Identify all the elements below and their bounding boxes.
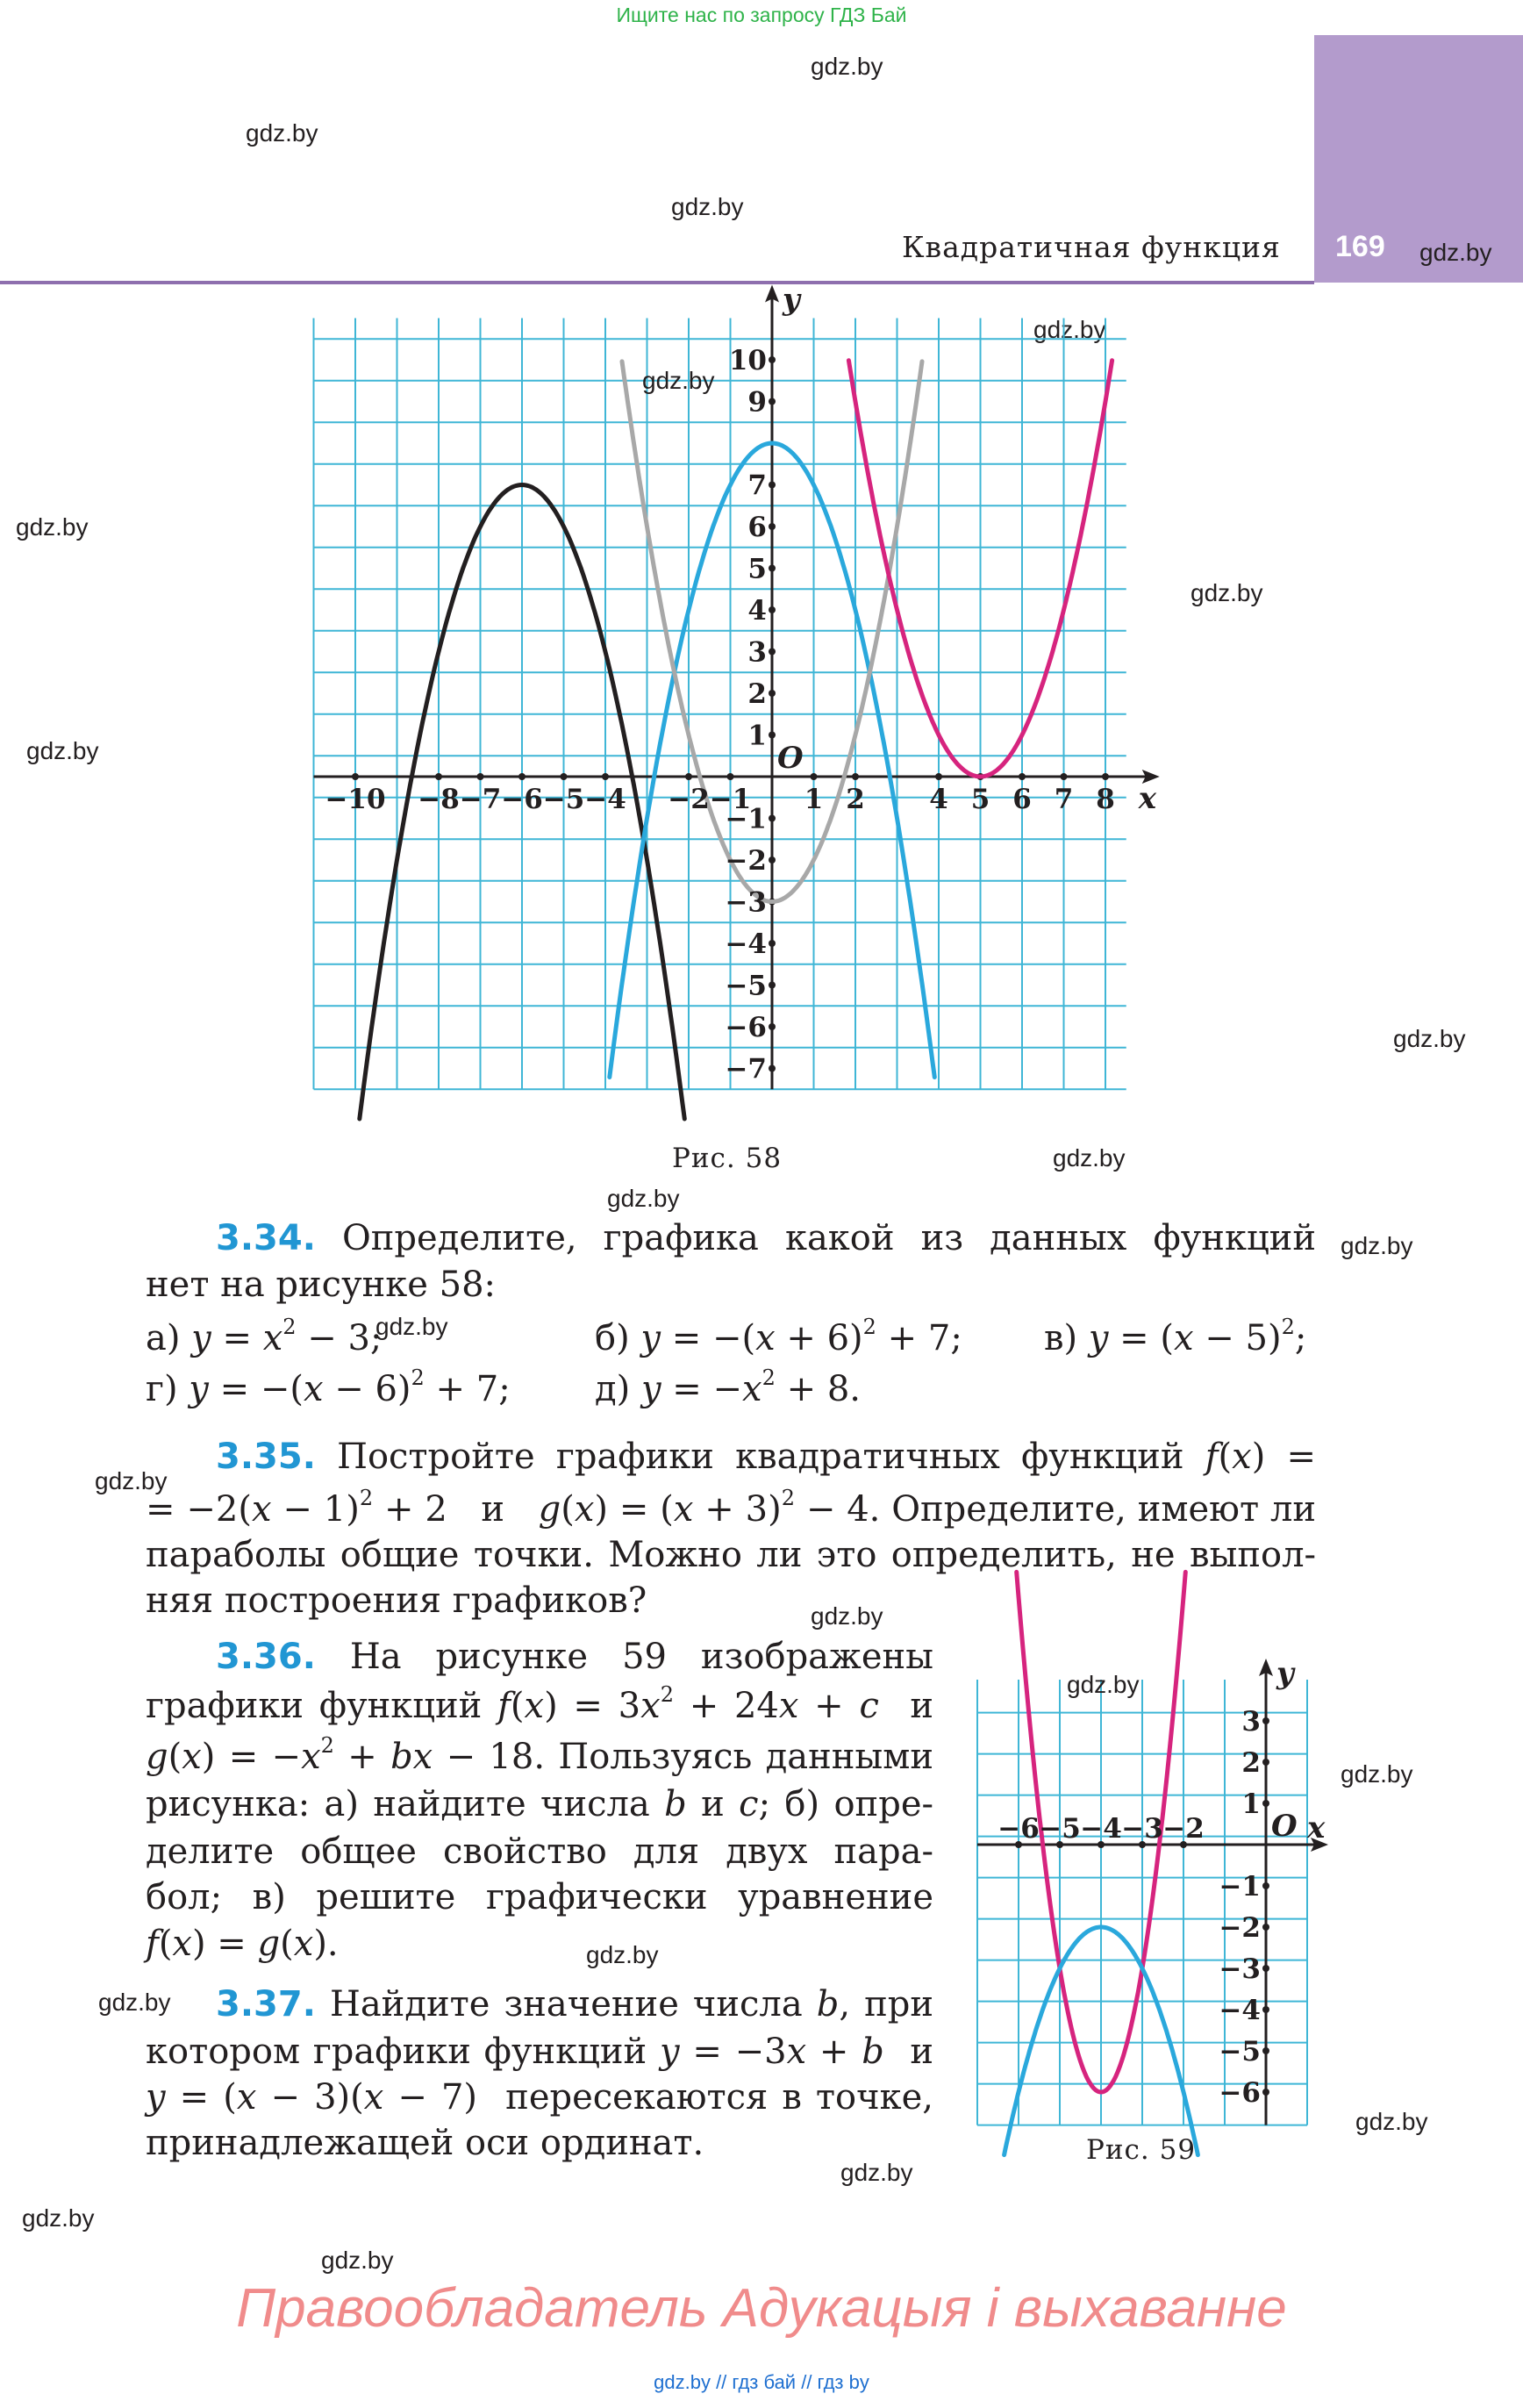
- watermark: gdz.by: [375, 1313, 448, 1340]
- y-tick-dot: [769, 606, 776, 613]
- watermark: gdz.by: [811, 53, 883, 80]
- watermark: gdz.by: [246, 119, 318, 147]
- y-tick-label: 2: [1241, 1747, 1261, 1779]
- y-tick-dot: [1262, 2047, 1269, 2054]
- x-axis-name: x: [1138, 781, 1157, 816]
- y-tick-label: 7: [747, 469, 767, 502]
- y-tick-label: 3: [747, 636, 767, 669]
- problem-3-34-line2: нет на рисунке 58:: [146, 1265, 497, 1305]
- y-tick-dot: [1262, 2006, 1269, 2013]
- watermark: gdz.by: [16, 513, 89, 541]
- y-tick-dot: [769, 690, 776, 697]
- copyright-notice: Правообладатель Адукацыя і выхаванне: [236, 2278, 1287, 2339]
- y-tick-dot: [769, 482, 776, 489]
- x-tick-label: −5: [542, 784, 585, 815]
- watermark: gdz.by: [1393, 1025, 1466, 1052]
- x-tick-dot: [811, 773, 818, 780]
- y-tick-label: −5: [1219, 2036, 1261, 2068]
- x-tick-label: −2: [668, 784, 710, 815]
- origin-label: O: [1271, 1809, 1298, 1844]
- option-a: а) $y = x^2 - 3$;: [146, 1315, 383, 1358]
- x-tick-label: 6: [1012, 784, 1032, 815]
- y-tick-label: −2: [725, 845, 767, 877]
- y-tick-dot: [1262, 1924, 1269, 1931]
- y-tick-label: 4: [747, 595, 767, 627]
- watermark: gdz.by: [98, 1989, 171, 2016]
- y-tick-label: 1: [747, 720, 767, 752]
- y-tick-dot: [769, 732, 776, 739]
- problem-3-37-line2: котором графики функций y = −3x + b и: [146, 2032, 934, 2072]
- option-v: в) $y = (x - 5)^2$;: [1044, 1315, 1307, 1358]
- page-number: 169: [1335, 230, 1385, 263]
- y-tick-dot: [769, 523, 776, 530]
- watermark: gdz.by: [671, 193, 744, 220]
- watermark: gdz.by: [1191, 579, 1263, 606]
- problem-3-36-line2: графики функций $f(x) = 3x^2 + 24x + c$ и: [146, 1682, 933, 1726]
- problem-3-36-line3: $g(x) = -x^2$ + bx − 18. Пользуясь данными: [146, 1733, 933, 1777]
- y-tick-label: −7: [725, 1053, 767, 1086]
- y-tick-label: −6: [1219, 2077, 1261, 2109]
- x-tick-label: −4: [584, 784, 626, 815]
- y-tick-label: −2: [1219, 1912, 1261, 1944]
- figure-58-caption: Рис. 58: [672, 1143, 783, 1174]
- watermark: gdz.by: [840, 2159, 913, 2186]
- y-tick-label: 5: [747, 553, 767, 585]
- x-tick-label: 8: [1096, 784, 1115, 815]
- watermark: gdz.by: [321, 2247, 394, 2274]
- y-tick-label: −5: [725, 970, 767, 1002]
- y-tick-dot: [1262, 1759, 1269, 1766]
- y-tick-dot: [769, 982, 776, 989]
- watermark: gdz.by: [1033, 316, 1106, 343]
- x-tick-label: 2: [846, 784, 865, 815]
- option-d: д) $y = -x^2 + 8$.: [595, 1365, 861, 1409]
- option-b: б) $y = -(x + 6)^2 + 7$;: [595, 1315, 962, 1358]
- problem-number: 3.34.: [216, 1218, 316, 1258]
- watermark: gdz.by: [1053, 1144, 1126, 1172]
- x-tick-dot: [852, 773, 859, 780]
- y-tick-label: −6: [725, 1012, 767, 1043]
- x-tick-dot: [727, 773, 734, 780]
- y-tick-label: 6: [747, 512, 767, 543]
- x-axis-name: x: [1307, 1810, 1326, 1845]
- watermark: gdz.by: [95, 1467, 168, 1494]
- y-tick-dot: [769, 356, 776, 363]
- x-tick-dot: [1019, 773, 1026, 780]
- watermark: gdz.by: [1419, 239, 1492, 266]
- x-tick-label: 5: [970, 784, 990, 815]
- x-tick-label: 1: [804, 784, 824, 815]
- x-tick-dot: [602, 773, 609, 780]
- problem-3-37-line3: y = (x − 3)(x − 7) пересекаются в точке,: [146, 2077, 933, 2118]
- problem-3-36-line6: бол; в) решите графически уравнение: [146, 1877, 933, 1917]
- x-tick-label: −3: [1121, 1813, 1163, 1845]
- x-tick-label: −1: [709, 784, 752, 815]
- watermark: gdz.by: [1341, 1760, 1413, 1788]
- problem-3-36-line7: f(x) = g(x).: [146, 1924, 339, 1964]
- y-tick-dot: [1262, 1800, 1269, 1807]
- y-tick-label: 1: [1241, 1788, 1261, 1820]
- y-axis-name: y: [783, 282, 800, 318]
- watermark: gdz.by: [1067, 1671, 1140, 1698]
- y-tick-dot: [769, 815, 776, 822]
- x-tick-label: −10: [325, 784, 386, 815]
- watermark: gdz.by: [1355, 2108, 1428, 2135]
- figure-59-caption: Рис. 59: [1086, 2134, 1197, 2166]
- y-tick-label: −1: [725, 803, 767, 835]
- x-tick-dot: [935, 773, 942, 780]
- y-tick-label: −4: [725, 928, 767, 960]
- y-tick-label: −1: [1219, 1871, 1261, 1903]
- problem-3-34-line1: [216, 1215, 1316, 1262]
- x-tick-label: 7: [1054, 784, 1074, 815]
- problem-3-35-line2: = $-2(x - 1)^2 + 2$ и $g(x) = (x + 3)^2 - 4$. Определите, имеют ли: [146, 1486, 1317, 1530]
- y-tick-label: −4: [1219, 1995, 1261, 2026]
- y-tick-dot: [769, 856, 776, 864]
- figure-58-chart: [298, 282, 1176, 1123]
- watermark: gdz.by: [586, 1941, 659, 1968]
- x-tick-dot: [435, 773, 442, 780]
- y-tick-dot: [1262, 1882, 1269, 1889]
- y-axis-name: y: [1276, 1656, 1294, 1691]
- footer-links: gdz.by // гдз бай // гдз by: [654, 2371, 869, 2393]
- watermark: gdz.by: [22, 2204, 95, 2232]
- problem-3-36-line4: рисунка: а) найдите числа b и c; б) опре-: [146, 1784, 934, 1824]
- x-tick-label: −2: [1162, 1813, 1205, 1845]
- x-tick-label: −5: [1039, 1813, 1081, 1845]
- y-tick-label: 10: [728, 345, 767, 376]
- header-rule: [0, 281, 1314, 284]
- y-tick-dot: [769, 1065, 776, 1072]
- x-tick-label: −8: [418, 784, 460, 815]
- x-tick-label: −6: [997, 1813, 1040, 1845]
- origin-label: O: [777, 741, 804, 776]
- option-g: г) $y = -(x - 6)^2 + 7$;: [146, 1365, 511, 1409]
- problem-3-35-line1: 3.35. Постройте графики квадратичных функций f(x) =: [216, 1437, 1316, 1477]
- y-tick-label: 2: [747, 678, 767, 710]
- grid: [314, 319, 1126, 1090]
- problem-3-37-line4: принадлежащей оси ординат.: [146, 2123, 704, 2163]
- problem-3-37-line1: 3.37. Найдите значение числа b, при: [216, 1984, 934, 2025]
- y-tick-label: 9: [747, 386, 767, 419]
- problem-number: 3.37.: [216, 1984, 316, 2025]
- problem-3-35-line3: параболы общие точки. Можно ли это определить, не выпол-: [146, 1535, 1316, 1575]
- y-tick-dot: [769, 565, 776, 572]
- y-tick-label: −3: [1219, 1953, 1261, 1985]
- x-tick-dot: [352, 773, 359, 780]
- y-tick-dot: [1262, 1965, 1269, 1972]
- y-tick-dot: [769, 398, 776, 405]
- x-tick-dot: [518, 773, 526, 780]
- running-head: Квадратичная функция: [902, 230, 1281, 264]
- problem-number: 3.36.: [216, 1637, 316, 1677]
- watermark: gdz.by: [607, 1185, 680, 1212]
- y-tick-dot: [769, 940, 776, 947]
- y-tick-label: −3: [725, 886, 767, 919]
- axes: [314, 282, 1160, 1090]
- watermark: gdz.by: [642, 367, 715, 394]
- x-tick-label: −4: [1080, 1813, 1122, 1845]
- problem-3-36-line5: делите общее свойство для двух пара-: [146, 1831, 933, 1872]
- x-tick-dot: [477, 773, 484, 780]
- x-tick-dot: [1061, 773, 1068, 780]
- figure-59-chart: [963, 1646, 1326, 2120]
- y-tick-dot: [769, 649, 776, 656]
- x-tick-dot: [561, 773, 568, 780]
- problem-number: 3.35.: [216, 1437, 316, 1477]
- y-tick-label: 3: [1241, 1706, 1261, 1738]
- y-tick-dot: [1262, 2089, 1269, 2096]
- top-search-note: Ищите нас по запросу ГДЗ Бай: [616, 4, 907, 26]
- problem-text: Определите, графика какой из данных функций: [341, 1218, 1316, 1258]
- x-tick-dot: [685, 773, 692, 780]
- y-tick-dot: [1262, 1717, 1269, 1724]
- watermark: gdz.by: [26, 737, 99, 764]
- y-tick-dot: [769, 1023, 776, 1030]
- x-tick-label: −6: [501, 784, 543, 815]
- problem-3-35-line4: няя построения графиков?: [146, 1580, 647, 1621]
- x-tick-dot: [1102, 773, 1109, 780]
- problem-3-36-line1: 3.36. На рисунке 59 изображены: [216, 1637, 933, 1677]
- watermark: gdz.by: [811, 1602, 883, 1630]
- x-tick-label: 4: [929, 784, 948, 815]
- x-tick-label: −7: [459, 784, 502, 815]
- watermark: gdz.by: [1341, 1232, 1413, 1259]
